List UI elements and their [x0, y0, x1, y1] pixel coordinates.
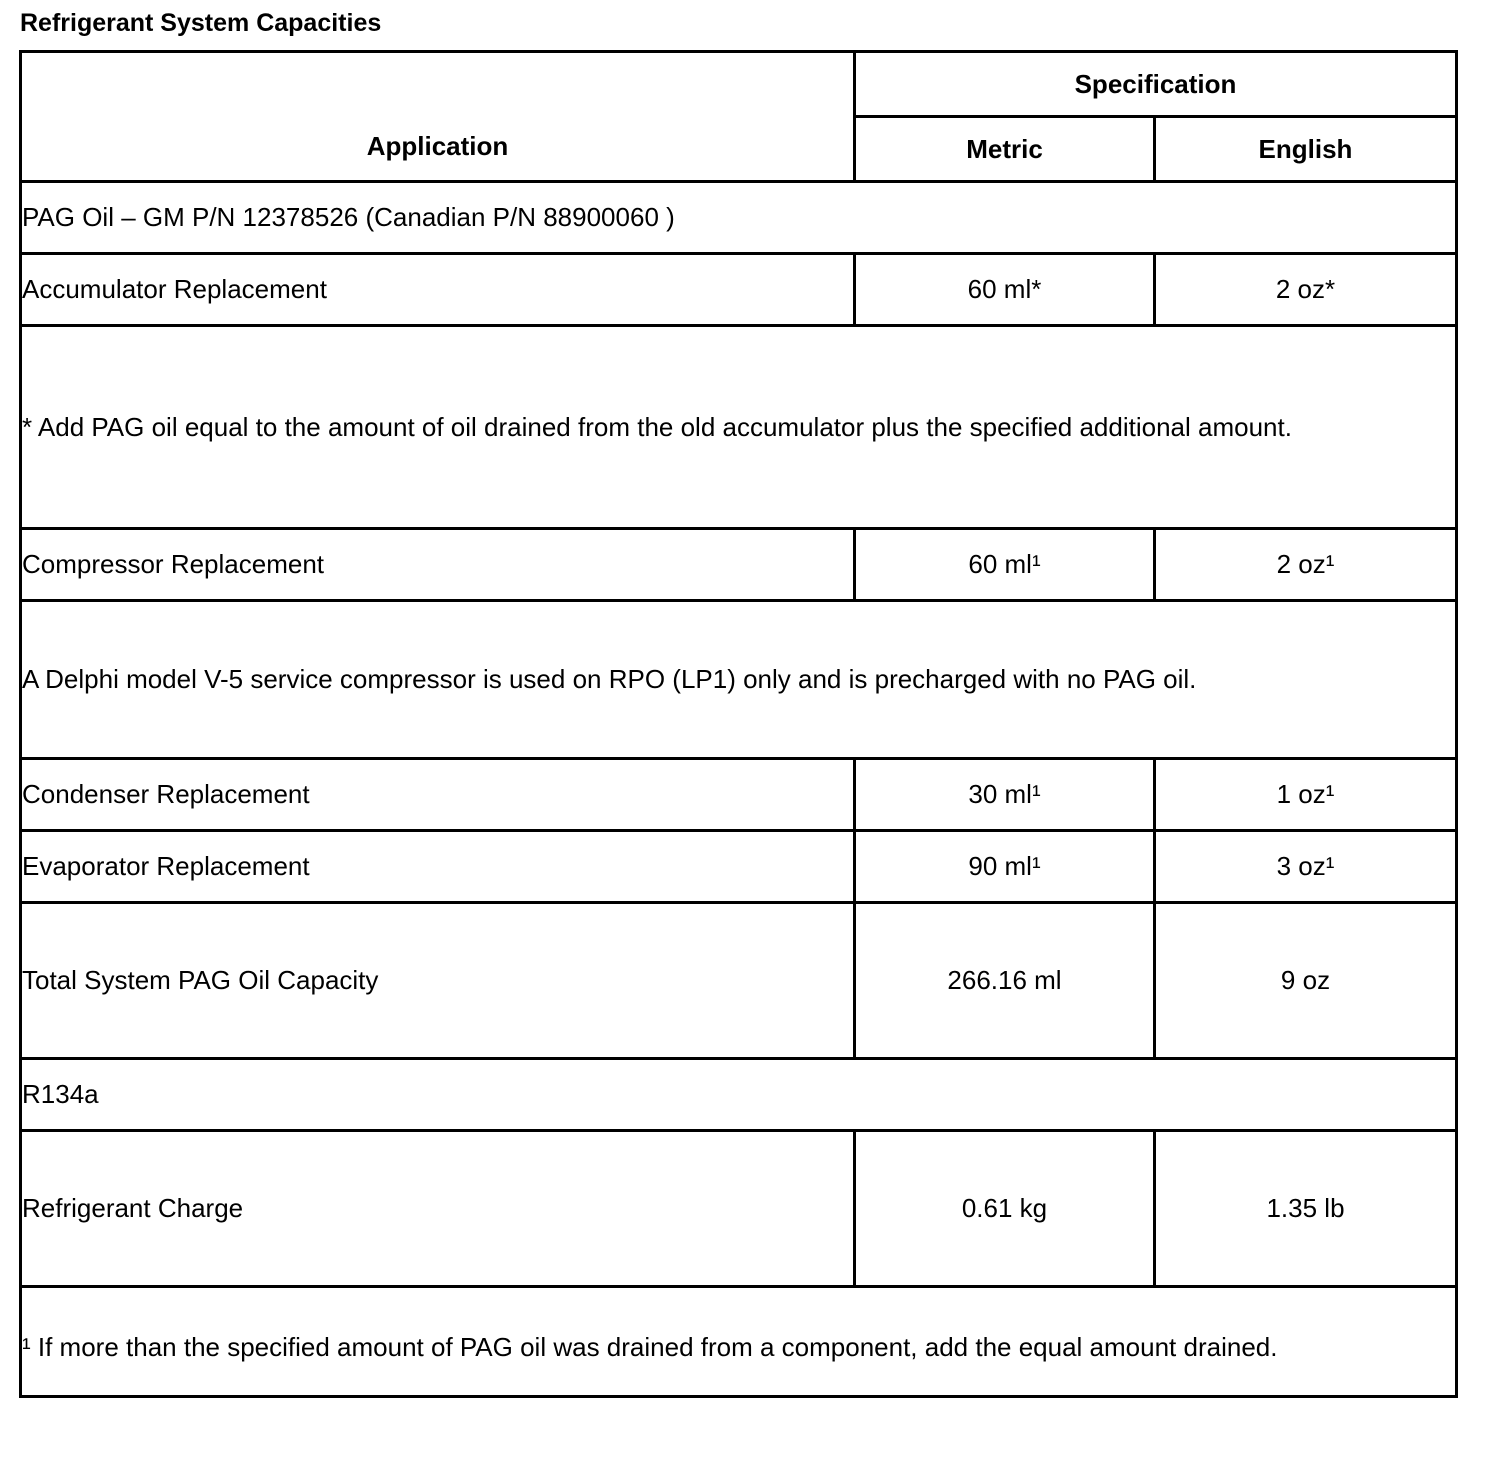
application-cell: Evaporator Replacement — [21, 831, 855, 903]
capacities-table — [19, 50, 1458, 1398]
note-row — [21, 1287, 1457, 1397]
english-cell: 1 oz¹ — [1155, 759, 1457, 831]
header-metric: Metric — [855, 117, 1155, 182]
section-row-pag-oil — [21, 182, 1457, 254]
english-cell: 1.35 lb — [1155, 1131, 1457, 1287]
table-row — [21, 759, 1457, 831]
section-row-r134a — [21, 1059, 1457, 1131]
section-label: PAG Oil – GM P/N 12378526 (Canadian P/N 88900060 ) — [21, 182, 1457, 254]
application-cell: Condenser Replacement — [21, 759, 855, 831]
header-english: English — [1155, 117, 1457, 182]
english-cell: 9 oz — [1155, 903, 1457, 1059]
table-row — [21, 529, 1457, 601]
english-cell: 3 oz¹ — [1155, 831, 1457, 903]
application-cell: Refrigerant Charge — [21, 1131, 855, 1287]
english-cell: 2 oz¹ — [1155, 529, 1457, 601]
metric-cell: 60 ml¹ — [855, 529, 1155, 601]
note-text: A Delphi model V-5 service compressor is used on RPO (LP1) only and is precharged with no PAG oil. — [21, 601, 1457, 759]
metric-cell: 0.61 kg — [855, 1131, 1155, 1287]
application-cell: Compressor Replacement — [21, 529, 855, 601]
header-row-1 — [21, 52, 1457, 117]
section-label: R134a — [21, 1059, 1457, 1131]
note-row — [21, 601, 1457, 759]
note-text: * Add PAG oil equal to the amount of oil drained from the old accumulator plus the specified additional amount. — [21, 326, 1457, 529]
note-row — [21, 326, 1457, 529]
header-specification: Specification — [855, 52, 1457, 117]
table-row — [21, 831, 1457, 903]
table-row — [21, 254, 1457, 326]
metric-cell: 30 ml¹ — [855, 759, 1155, 831]
header-application: Application — [21, 52, 855, 182]
table-row — [21, 1131, 1457, 1287]
table-row — [21, 903, 1457, 1059]
metric-cell: 266.16 ml — [855, 903, 1155, 1059]
english-cell: 2 oz* — [1155, 254, 1457, 326]
note-text: ¹ If more than the specified amount of PAG oil was drained from a component, add the equal amount drained. — [21, 1287, 1457, 1397]
metric-cell: 90 ml¹ — [855, 831, 1155, 903]
document-title: Refrigerant System Capacities — [20, 9, 382, 37]
application-cell: Accumulator Replacement — [21, 254, 855, 326]
application-cell: Total System PAG Oil Capacity — [21, 903, 855, 1059]
metric-cell: 60 ml* — [855, 254, 1155, 326]
